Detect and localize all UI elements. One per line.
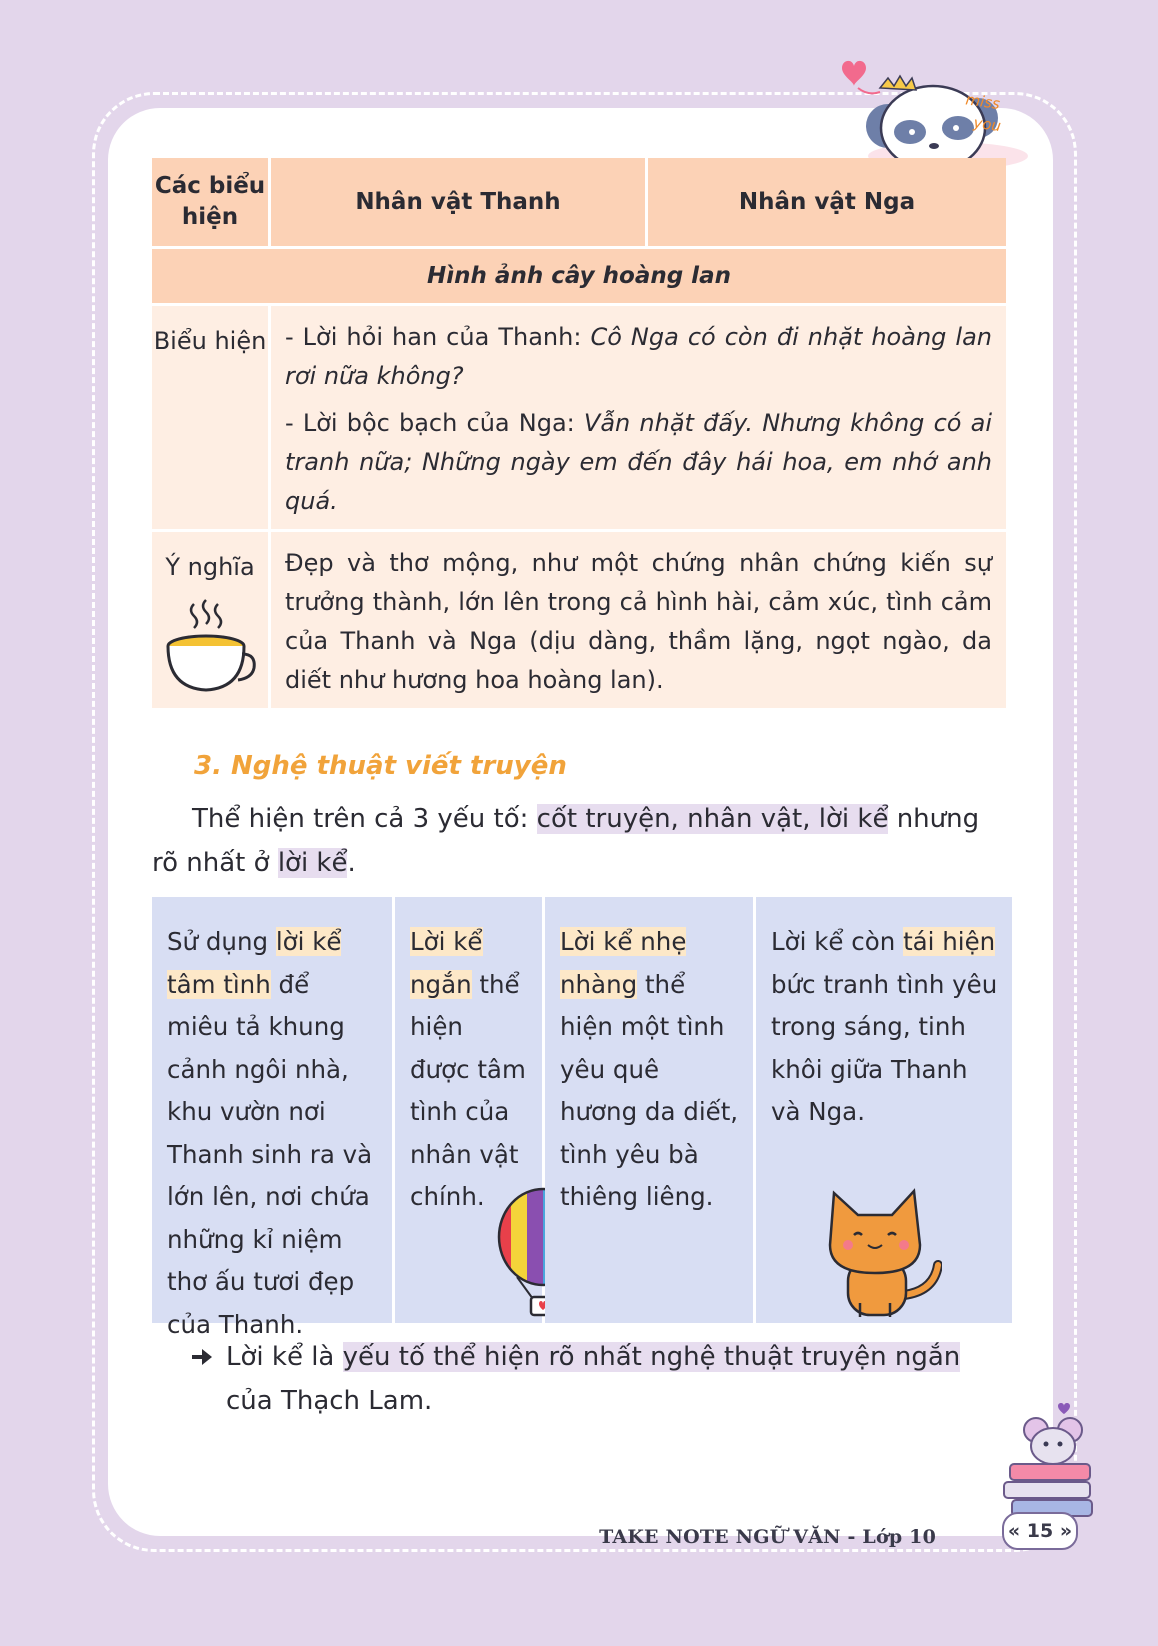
conclusion-part-b: của Thạch Lam.: [226, 1386, 433, 1416]
conclusion-highlight: yếu tố thể hiện rõ nhất nghệ thuật truyện ngắn: [342, 1342, 961, 1372]
row-text-y-nghia: Đẹp và thơ mộng, như một chứng nhân chứng kiến sự trưởng thành, lớn lên trong cả hình hài, cảm xúc, tình cảm của Thanh và Nga (dịu dàng, thầm lặng, ngọt ngào, da diết như hương hoa hoàng lan).: [271, 532, 1006, 708]
bieu-hien-2-quote: Vẫn nhặt đấy. Nhưng không có ai tranh nữa; Những ngày em đến đây hái hoa, em nhớ anh quá.: [285, 409, 992, 515]
table-row: [152, 532, 1006, 708]
section-title: Hình ảnh cây hoàng lan: [152, 249, 1006, 303]
header-nhan-vat-thanh: Nhân vật Thanh: [271, 158, 645, 246]
col1-pre: Sử dụng: [167, 927, 276, 956]
lead-highlight-1: cốt truyện, nhân vật, lời kể: [536, 804, 889, 834]
cat-icon: [820, 1185, 942, 1321]
col4-post: bức tranh tình yêu trong sáng, tinh khôi giữa Thanh và Nga.: [771, 969, 998, 1126]
header-cac-bieu-hien: Các biểu hiện: [152, 158, 268, 246]
column-4: [756, 897, 1012, 1323]
bieu-hien-1-quote: Cô Nga có còn đi nhặt hoàng lan rơi nữa không?: [285, 323, 993, 390]
section-3-lead: [152, 797, 1010, 885]
sticker-text-miss: miss: [964, 90, 1002, 114]
bieu-hien-line-2: [285, 404, 992, 521]
col2-highlight: Lời kể ngắn: [410, 927, 483, 999]
books-mouse-icon: [1000, 1402, 1096, 1518]
narration-columns: [152, 897, 1012, 1339]
column-2: [395, 897, 542, 1323]
lead-part-c: .: [347, 848, 356, 878]
lead-part-a: Thể hiện trên cả 3 yếu tố:: [192, 804, 537, 834]
col4-highlight: tái hiện: [903, 927, 996, 956]
page-content: [152, 155, 1012, 1423]
y-nghia-label: Ý nghĩa: [165, 553, 255, 581]
sticker-text-you: you: [972, 113, 1003, 136]
col3-highlight: Lời kể nhẹ nhàng: [560, 927, 687, 999]
row-label-y-nghia: [152, 532, 268, 708]
header-nhan-vat-nga: Nhân vật Nga: [648, 158, 1006, 246]
tea-cup-icon: [164, 598, 256, 698]
lead-highlight-2: lời kể: [277, 848, 348, 878]
lead-part-b: nhưng rõ nhất ở: [152, 804, 980, 878]
bieu-hien-2-prefix: - Lời bộc bạch của Nga:: [285, 409, 584, 437]
col4-pre: Lời kể còn: [771, 927, 904, 956]
section-3-heading: 3. Nghệ thuật viết truyện: [194, 751, 567, 781]
col2-post: thể hiện được tâm tình của nhân vật chính.: [410, 969, 526, 1211]
bieu-hien-line-1: [285, 318, 992, 396]
page-number: « 15 »: [1002, 1512, 1078, 1550]
footer-title: TAKE NOTE NGỮ VĂN - Lớp 10: [599, 1526, 936, 1548]
col1-post: để miêu tả khung cảnh ngôi nhà, khu vườn nơi Thanh sinh ra và lớn lên, nơi chứa những kỉ niệm thơ ấu tươi đẹp của Thanh.: [167, 969, 373, 1339]
col1-highlight: lời kể tâm tình: [167, 927, 342, 999]
conclusion: [190, 1335, 1012, 1423]
arrow-right-icon: [190, 1335, 216, 1379]
table-section-row: [152, 249, 1006, 303]
conclusion-part-a: Lời kể là: [226, 1342, 343, 1372]
table-header-row: [152, 158, 1006, 246]
comparison-table: [149, 155, 1009, 711]
bieu-hien-1-prefix: - Lời hỏi han của Thanh:: [285, 323, 591, 351]
row-text-bieu-hien: [271, 306, 1006, 529]
table-row: [152, 306, 1006, 529]
column-3: [545, 897, 753, 1323]
col3-post: thể hiện một tình yêu quê hương da diết, tình yêu bà thiêng liêng.: [560, 969, 739, 1211]
row-label-bieu-hien: Biểu hiện: [152, 306, 268, 529]
column-1: [152, 897, 392, 1339]
